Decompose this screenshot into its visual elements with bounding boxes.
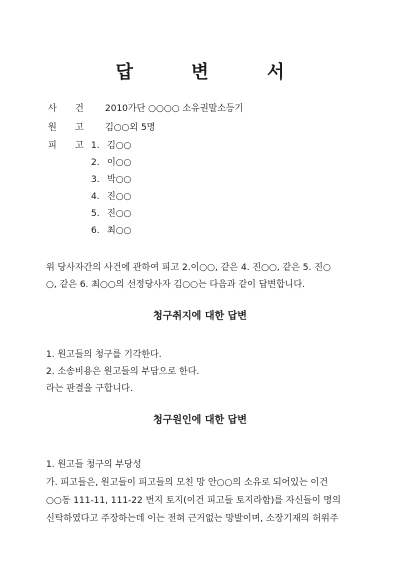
plaintiff-value: 김○○외 5명 (105, 123, 156, 133)
defendant-num: 6. (91, 226, 100, 236)
intro-line-2: ○, 같은 6. 최○○의 선정당사자 김○○는 다음과 같이 답변합니다. (46, 280, 306, 290)
section-item-1: 1. 원고들 청구의 부당성 (46, 460, 142, 470)
defendant-num: 3. (91, 175, 100, 185)
section-heading-claim: 청구취지에 대한 답변 (153, 311, 247, 322)
claim-closing: 라는 판결을 구합니다. (46, 384, 133, 394)
body-line-3: 신탁하였다고 주장하는데 이는 전혀 근거없는 망발이며, 소장기재의 허위주 (46, 514, 339, 524)
claim-item-1: 1. 원고들의 청구를 기각한다. (46, 350, 162, 360)
defendant-name: 진○○ (107, 209, 132, 219)
section-heading-cause: 청구원인에 대한 답변 (153, 415, 247, 426)
body-line-2: ○○동 111-11, 111-22 번지 토지(이건 피고들 토지라함)를 자신들이 명의 (46, 496, 341, 506)
case-value: 2010가단 ○○○○ 소유권말소등기 (105, 104, 244, 114)
claim-item-2: 2. 소송비용은 원고들의 부담으로 한다. (46, 367, 200, 377)
defendant-label-char-1: 피 (48, 141, 57, 151)
plaintiff-label-char-2: 고 (75, 123, 84, 133)
document-title: 답 변 서 (115, 62, 311, 83)
case-label-char-1: 사 (48, 104, 57, 114)
defendant-num: 4. (91, 192, 100, 202)
defendant-name: 진○○ (107, 192, 132, 202)
defendant-label-char-2: 고 (75, 141, 84, 151)
defendant-name: 이○○ (107, 158, 132, 168)
plaintiff-label-char-1: 원 (48, 123, 57, 133)
body-line-1: 가. 피고들은, 원고들이 피고들의 모친 망 안○○의 소유로 되어있는 이건 (46, 478, 328, 488)
case-label-char-2: 건 (75, 104, 84, 114)
defendant-name: 최○○ (107, 226, 132, 236)
defendant-name: 김○○ (107, 141, 132, 151)
defendant-num: 2. (91, 158, 100, 168)
defendant-num: 1. (91, 141, 100, 151)
intro-line-1: 위 당사자간의 사건에 관하여 피고 2.이○○, 같은 4. 진○○, 같은 5. 진○ (46, 263, 331, 273)
defendant-num: 5. (91, 209, 100, 219)
defendant-name: 박○○ (107, 175, 132, 185)
